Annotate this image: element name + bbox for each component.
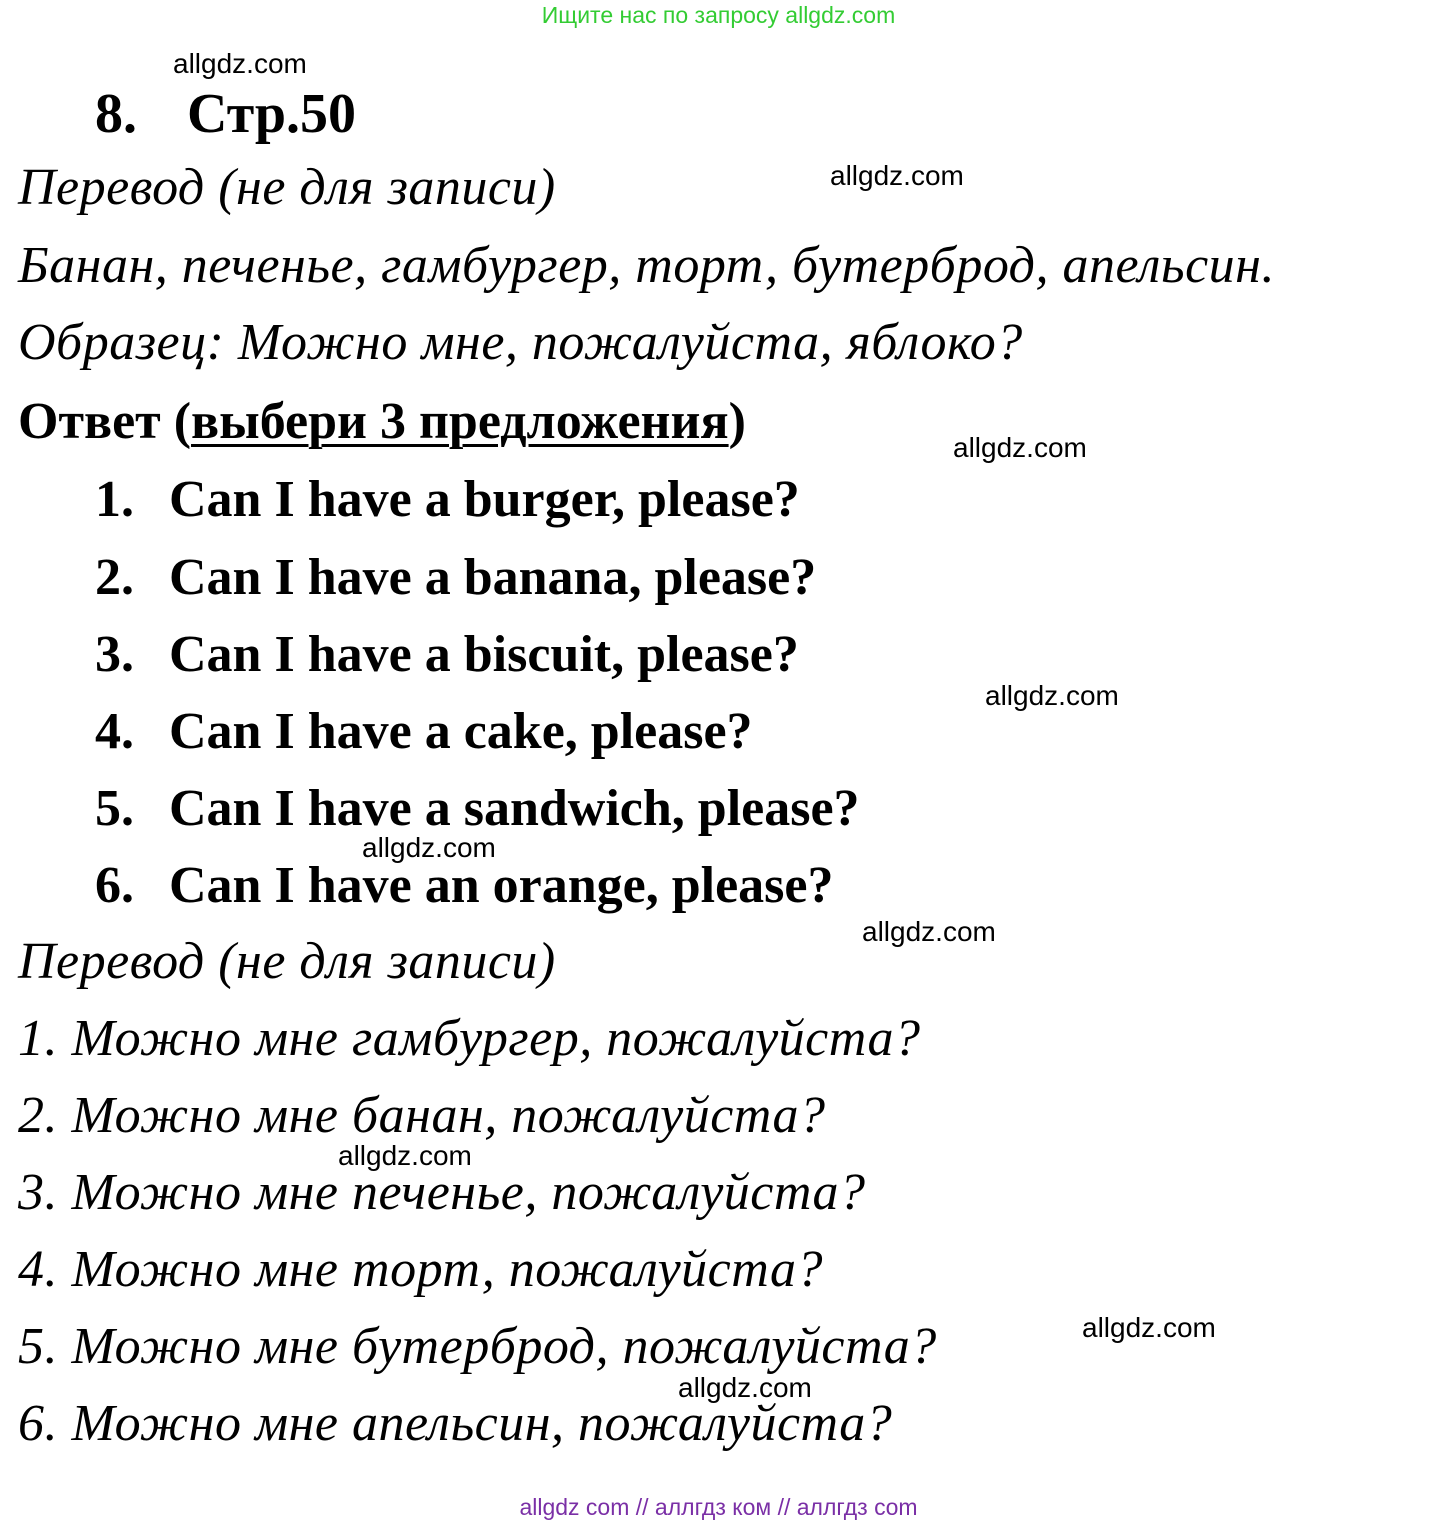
answer-text: Can I have an orange, please? (169, 857, 834, 914)
answer-text: Can I have a banana, please? (169, 549, 817, 606)
answer-prefix: Ответ ( (18, 393, 192, 450)
watermark: allgdz.com (362, 832, 496, 863)
page-reference: Стр.50 (187, 83, 357, 145)
watermark: allgdz.com (953, 432, 1087, 463)
answer-number: 6. (95, 857, 134, 914)
answer-number: 4. (95, 703, 134, 760)
watermark: allgdz.com (338, 1140, 472, 1171)
watermark: allgdz.com (830, 160, 964, 191)
watermark: allgdz.com (985, 680, 1119, 711)
answer-suffix: ) (728, 393, 746, 450)
answer-text: Can I have a burger, please? (169, 471, 800, 528)
answer-item (95, 548, 816, 607)
example-line: Образец: Можно мне, пожалуйста, яблоко? (18, 314, 1023, 371)
translation-label: Перевод (не для записи) (18, 159, 556, 216)
translation-label: Перевод (не для записи) (18, 933, 556, 990)
translation-line: 6. Можно мне апельсин, пожалуйста? (18, 1395, 893, 1452)
words-line: Банан, печенье, гамбургер, торт, бутерброд, апельсин. (18, 237, 1275, 294)
answer-item (95, 856, 833, 915)
answer-number: 5. (95, 780, 134, 837)
watermark: allgdz.com (862, 916, 996, 947)
answer-item (95, 470, 800, 529)
answer-item (95, 702, 753, 761)
exercise-number: 8. (95, 83, 137, 145)
watermark: allgdz.com (678, 1372, 812, 1403)
answer-number: 2. (95, 549, 134, 606)
answer-text: Can I have a sandwich, please? (169, 780, 860, 837)
answer-number: 1. (95, 471, 134, 528)
watermark: allgdz.com (173, 48, 307, 79)
translation-line: 1. Можно мне гамбургер, пожалуйста? (18, 1010, 921, 1067)
answer-text: Can I have a biscuit, please? (169, 626, 799, 683)
answer-title (18, 392, 746, 451)
watermark: allgdz.com (1082, 1312, 1216, 1343)
translation-line: 5. Можно мне бутерброд, пожалуйста? (18, 1318, 937, 1375)
exercise-heading (95, 82, 356, 146)
translation-line: 3. Можно мне печенье, пожалуйста? (18, 1164, 866, 1221)
translation-line: 2. Можно мне банан, пожалуйста? (18, 1087, 826, 1144)
answer-instruction: выбери 3 предложения (191, 393, 729, 450)
translation-line: 4. Можно мне торт, пожалуйста? (18, 1241, 823, 1298)
footer-links: allgdz com // аллгдз ком // аллгдз com (519, 1494, 918, 1520)
answer-text: Can I have a cake, please? (169, 703, 753, 760)
answer-item (95, 625, 799, 684)
answer-item (95, 779, 860, 838)
answer-number: 3. (95, 626, 134, 683)
top-banner: Ищите нас по запросу allgdz.com (541, 2, 896, 28)
